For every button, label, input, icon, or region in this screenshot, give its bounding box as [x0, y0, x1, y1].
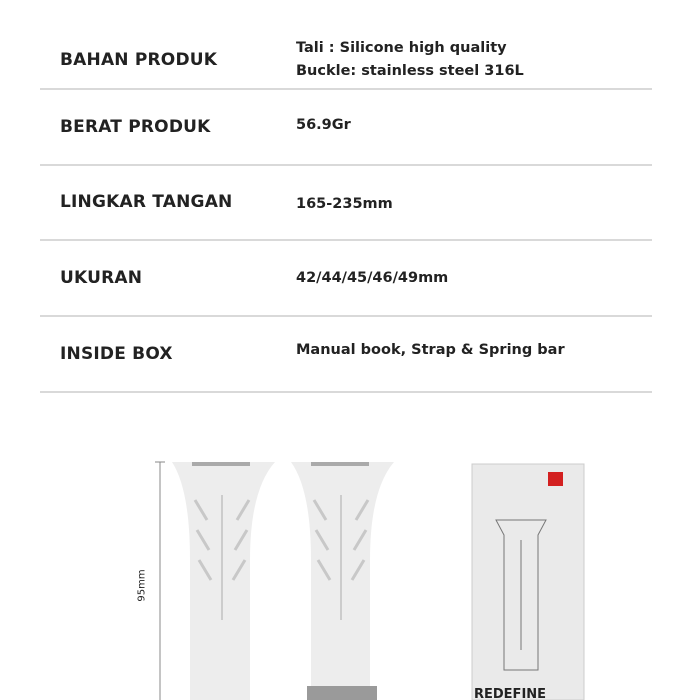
box-brand-text: REDEFINE — [474, 687, 547, 700]
spec-row-weight — [40, 90, 652, 166]
strap-left — [172, 462, 275, 700]
product-box — [472, 464, 584, 700]
spec-label: BAHAN PRODUK — [60, 50, 218, 70]
product-illustration — [0, 400, 700, 700]
spec-value: 56.9Gr — [296, 117, 351, 133]
spec-value: 165-235mm — [296, 196, 393, 212]
spec-row-material — [40, 0, 652, 90]
spec-value: Manual book, Strap & Spring bar — [296, 342, 565, 358]
spec-value: 42/44/45/46/49mm — [296, 270, 449, 286]
dimension-line — [155, 462, 165, 700]
spec-value: Tali : Silicone high quality — [296, 40, 507, 56]
dimension-label: 95mm — [136, 569, 148, 602]
box-badge — [548, 472, 563, 486]
buckle — [307, 686, 377, 700]
spec-row-size — [40, 241, 652, 317]
strap-right — [291, 462, 394, 700]
spec-label: BERAT PRODUK — [60, 117, 211, 137]
spec-row-wrist — [40, 166, 652, 241]
spec-label: UKURAN — [60, 268, 143, 288]
spec-label: LINGKAR TANGAN — [60, 192, 233, 212]
spec-label: INSIDE BOX — [60, 344, 173, 364]
spec-value: Buckle: stainless steel 316L — [296, 63, 524, 79]
spec-row-inside-box — [40, 317, 652, 393]
